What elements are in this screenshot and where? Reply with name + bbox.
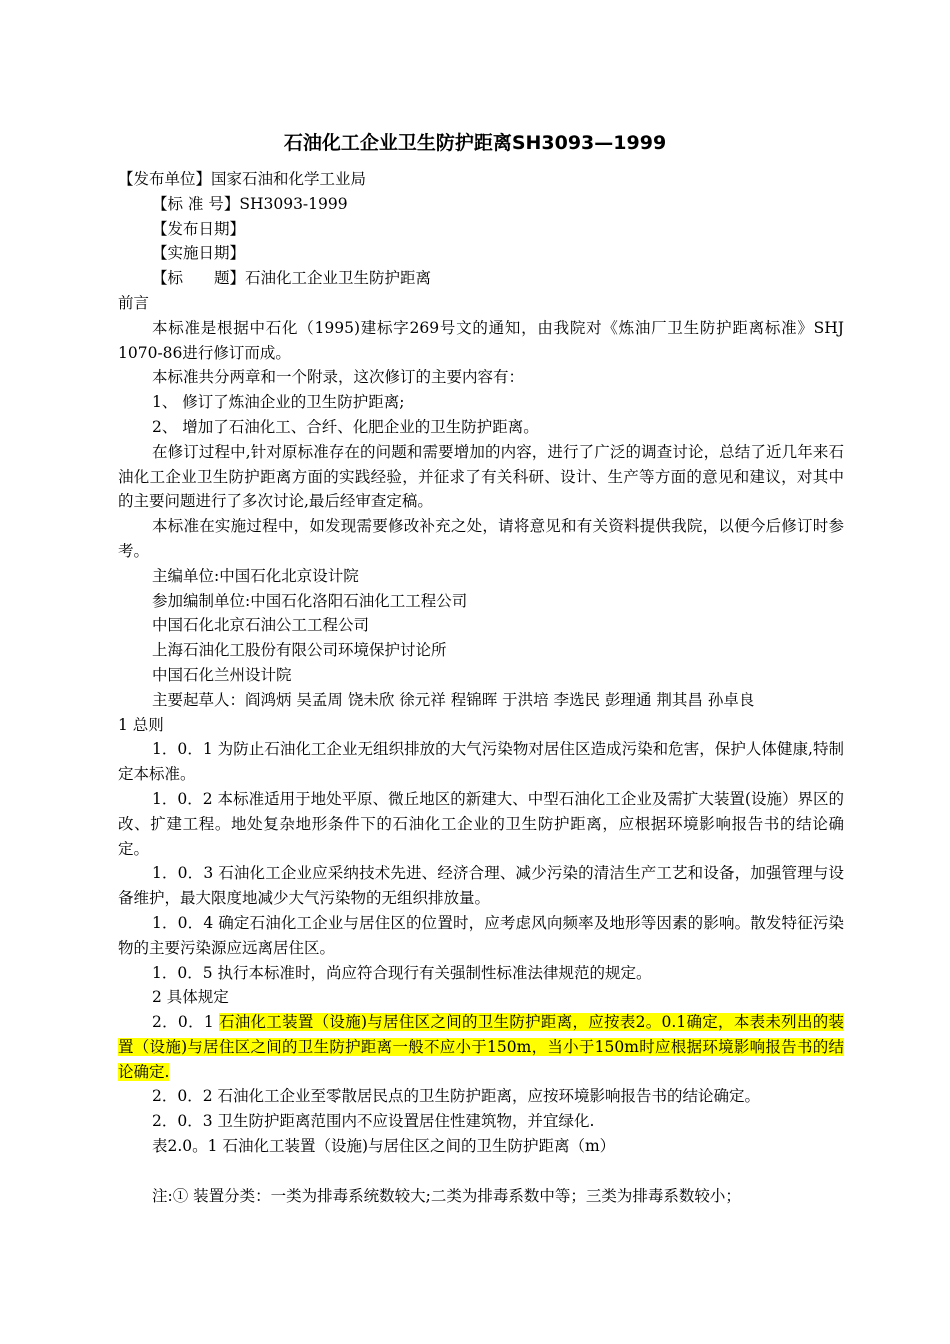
foreword-heading: 前言 [118,293,150,312]
clause-1-0-2: 1．0．2 本标准适用于地处平原、微丘地区的新建大、中型石油化工企业及需扩大装置(设施）界区的改、扩建工程。地处复杂地形条件下的石油化工企业的卫生防护距离，应根据环境影响报告书的结论确定。 [118,789,844,858]
participating-units: 参加编制单位:中国石化洛阳石油化工工程公司 [152,591,468,610]
meta-effective-date: 【实施日期】 [152,244,246,263]
document-title: 石油化工企业卫生防护距离SH3093—1999 [283,132,667,154]
meta-heading: 【标 题】石油化工企业卫生防护距离 [152,269,432,288]
clause-2-0-2: 2．0．2 石油化工企业至零散居民点的卫生防护距离，应按环境影响报告书的结论确定。 [152,1087,761,1106]
blank-line [118,1159,844,1184]
foreword-paragraph-2: 本标准共分两章和一个附录，这次修订的主要内容有： [152,368,525,387]
chapter-2-heading: 2 具体规定 [152,988,229,1007]
chapter-1-heading: 1 总则 [118,715,164,734]
participating-org-3: 上海石油化工股份有限公司环境保护讨论所 [152,641,447,660]
table-caption: 表2.0。1 石油化工装置（设施)与居住区之间的卫生防护距离（m） [152,1137,616,1156]
clause-1-0-1: 1．0．1 为防止石油化工企业无组织排放的大气污染物对居住区造成污染和危害，保护人体健康,特制定本标准。 [118,740,844,784]
clause-2-0-3: 2．0．3 卫生防护距离范围内不应设置居住性建筑物，并宜绿化. [152,1112,595,1131]
clause-1-0-5: 1．0．5 执行本标准时，尚应符合现行有关强制性标准法律规范的规定。 [152,963,652,982]
clause-2-0-1-number: 2．0．1 [152,1013,219,1032]
clause-2-0-1 [118,1010,844,1084]
meta-issuer: 【发布单位】国家石油和化学工业局 [118,170,367,188]
foreword-item-1: 1、 修订了炼油企业的卫生防护距离; [152,393,405,412]
foreword-item-2: 2、 增加了石油化工、合纤、化肥企业的卫生防护距离。 [152,417,539,436]
meta-issue-date: 【发布日期】 [152,219,246,238]
main-drafters: 主要起草人：阎鸿炳 吴孟周 饶未欣 徐元祥 程锦晖 于洪培 李选民 彭理通 荆其昌 孙卓良 [152,690,755,709]
clause-1-0-3: 1．0．3 石油化工企业应采纳技术先进、经济合理、减少污染的清洁生产工艺和设备，加强管理与设备维护，最大限度地减少大气污染物的无组织排放量。 [118,864,844,908]
foreword-paragraph-3: 在修订过程中,针对原标准存在的问题和需要增加的内容，进行了广泛的调查讨论，总结了近几年来石油化工企业卫生防护距离方面的实践经验，并征求了有关科研、设计、生产等方面的意见和建议，对其中的主要问题进行了多次讨论,最后经审查定稿。 [118,442,844,511]
meta-standard-no: 【标 准 号】SH3093-1999 [152,194,348,213]
foreword-paragraph-1: 本标准是根据中石化（1995)建标字269号文的通知，由我院对《炼油厂卫生防护距离标准》SHJ 1070-86进行修订而成。 [118,318,844,362]
foreword-paragraph-4: 本标准在实施过程中，如发现需要修改补充之处，请将意见和有关资料提供我院，以便今后修订时参考。 [118,517,844,560]
participating-org-4: 中国石化兰州设计院 [152,665,292,684]
clause-2-0-1-highlighted-text: 石油化工装置（设施)与居住区之间的卫生防护距离，应按表2。0.1确定，本表未列出的装置（设施)与居住区之间的卫生防护距离一般不应小于150m，当小于150m时应根据环境影响报告书的结论确定. [118,1013,845,1081]
document-body [118,167,844,1208]
chief-unit: 主编单位:中国石化北京设计院 [152,566,359,585]
clause-1-0-4: 1．0．4 确定石油化工企业与居住区的位置时，应考虑风向频率及地形等因素的影响。散发特征污染物的主要污染源应远离居住区。 [118,913,844,957]
participating-org-2: 中国石化北京石油公工工程公司 [152,616,370,635]
table-note: 注:① 装置分类：一类为排毒系统数较大;二类为排毒系数中等；三类为排毒系数较小； [152,1186,741,1205]
